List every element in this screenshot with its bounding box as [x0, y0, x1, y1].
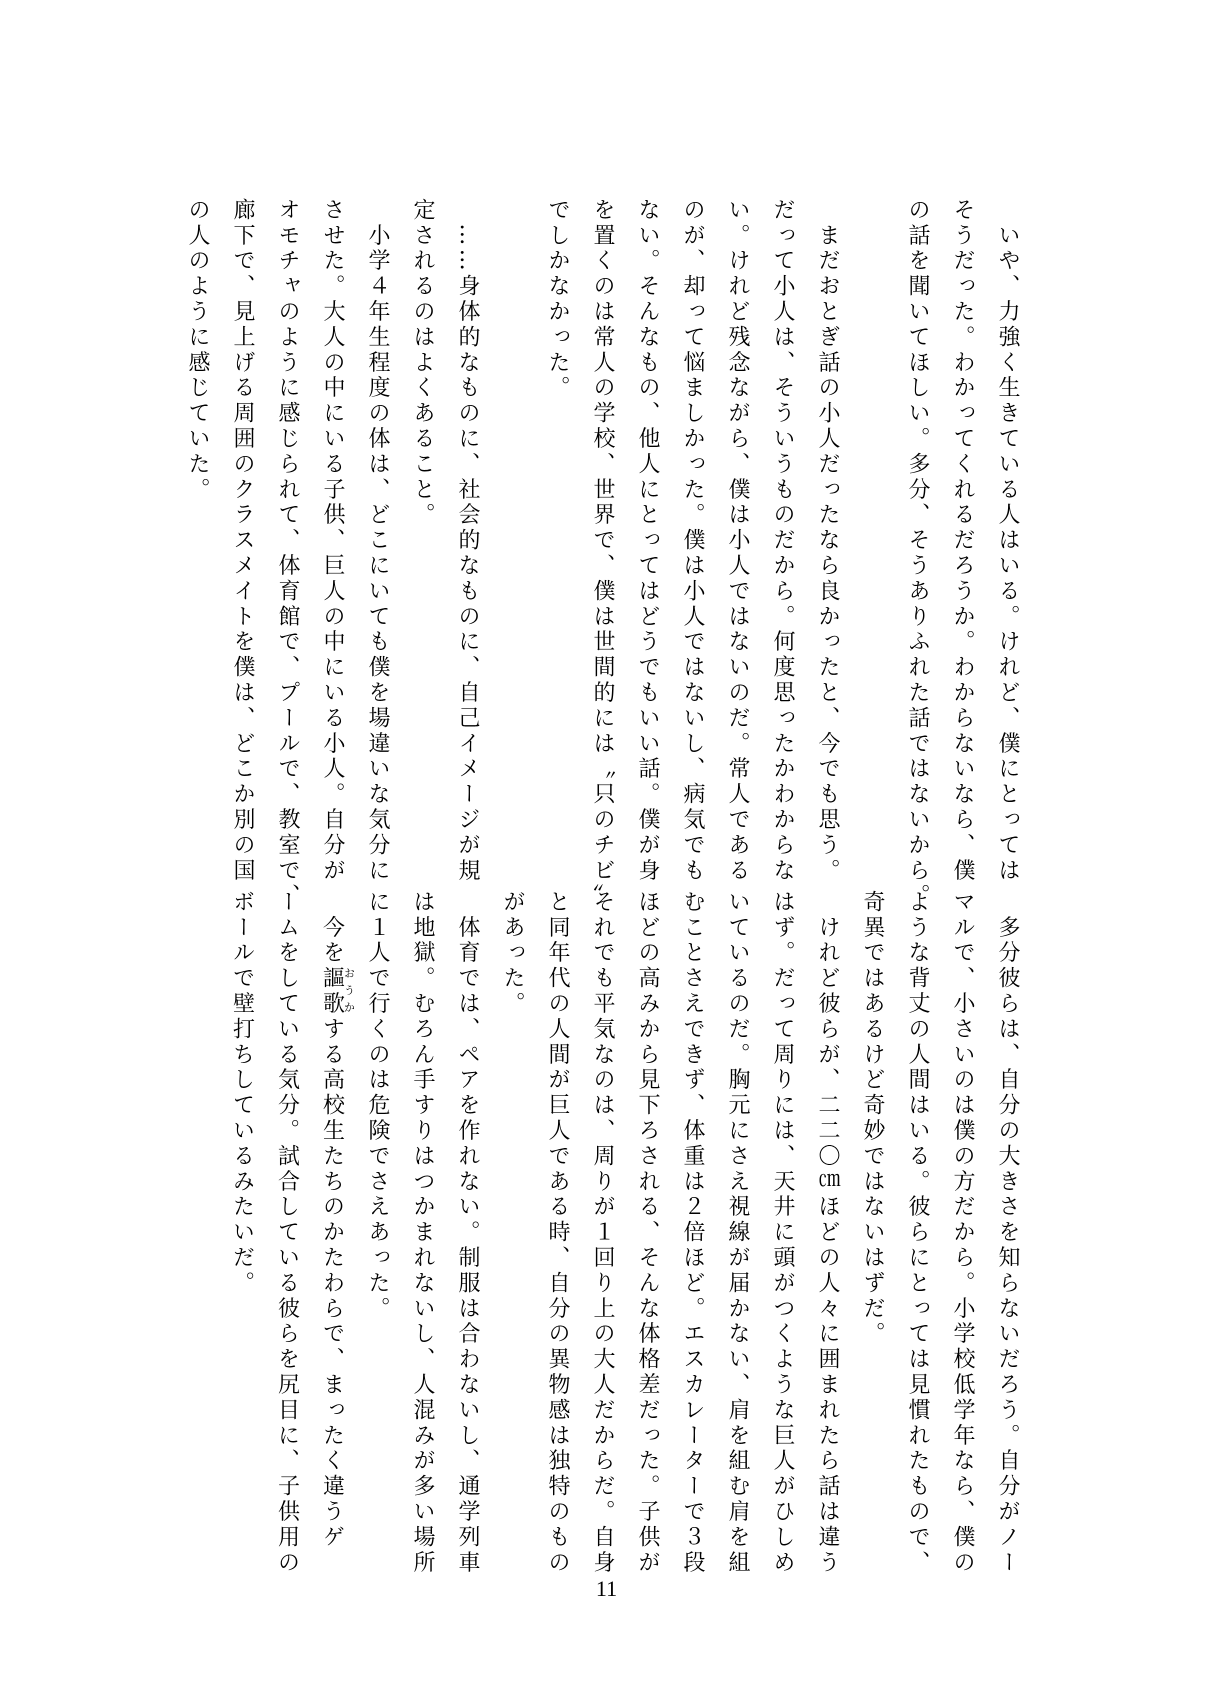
text-line: いや、力強く生きている人はいる。けれど、僕にとっては: [995, 198, 1020, 884]
ruby-annotation: [319, 966, 356, 1018]
text-line: 体育では、ペアを作れない。制服は合わないし、通学列車: [455, 890, 480, 1576]
text-line: 多分彼らは、自分の大きさを知らないだろう。自分がノー: [995, 890, 1020, 1576]
text-line: 小学４年生程度の体は、どこにいても僕を場違いな気分に: [365, 198, 390, 884]
upper-text-block: [185, 198, 1030, 910]
text-line: は地獄。むろん手すりはつかまれないし、人混みが多い場所: [410, 890, 435, 1576]
text-line: 定されるのはよくあること。: [410, 198, 435, 529]
text-line: だって小人は、そういうものだから。何度思ったかわからな: [770, 198, 795, 884]
text-line: はず。だって周りには、天井に頭がつくような巨人がひしめ: [770, 890, 795, 1576]
text-line: と同年代の人間が巨人である時、自分の異物感は独特のもの: [545, 890, 570, 1576]
text-line-with-ruby: 今を謳歌おうかする高校生たちのかたわらで、まったく違うゲ: [319, 890, 356, 1551]
text-line: マルで、小さいのは僕の方だから。小学校低学年なら、僕の: [950, 890, 975, 1576]
text-line: を置くのは常人の学校、世界で、僕は世間的には〝只のチビ〟: [590, 198, 615, 910]
text-line: させた。大人の中にいる子供、巨人の中にいる小人。自分が: [320, 198, 345, 884]
text-line: があった。: [500, 890, 525, 1017]
text-line: い。けれど残念ながら、僕は小人ではないのだ。常人である: [725, 198, 750, 884]
text-line: それでも平気なのは、周りが１回り上の大人だからだ。自身: [590, 890, 615, 1576]
text-line: ような背丈の人間はいる。彼らにとっては見慣れたもので、: [905, 890, 930, 1576]
ruby-reading: おうか: [342, 966, 356, 1018]
page-number: 11: [595, 1576, 618, 1601]
text-line: そうだった。わかってくれるだろうか。わからないなら、僕: [950, 198, 975, 884]
text-line: 奇異ではあるけど奇妙ではないはずだ。: [860, 890, 885, 1348]
text-line: の人のように感じていた。: [185, 198, 210, 503]
text-line: でしかなかった。: [545, 198, 570, 402]
text-line: ームをしている気分。試合している彼らを尻目に、子供用の: [274, 890, 300, 1576]
ruby-base: 謳歌: [319, 966, 345, 1018]
text-line: ほどの高みから見下ろされる、そんな体格差だった。子供が: [635, 890, 660, 1576]
text-line: むことさえできず、体重は２倍ほど。エスカレーターで３段: [680, 890, 705, 1576]
text-line: いているのだ。胸元にさえ視線が届かない、肩を組む肩を組: [725, 890, 750, 1576]
text-line: の話を聞いてほしい。多分、そうありふれた話ではないから。: [905, 198, 930, 910]
text-line: ……身体的なものに、社会的なものに、自己イメージが規: [455, 198, 480, 884]
paragraph-gap: [850, 198, 895, 858]
text-line: ボールで壁打ちしているみたいだ。: [229, 890, 255, 1297]
text-line: 廊下で、見上げる周囲のクラスメイトを僕は、どこか別の国: [230, 198, 255, 884]
text-line: のが、却って悩ましかった。僕は小人ではないし、病気でも: [680, 198, 705, 884]
text-line: ない。そんなもの、他人にとってはどうでもいい話。僕が身: [635, 198, 660, 884]
text-line: まだおとぎ話の小人だったなら良かったと、今でも思う。: [815, 198, 840, 884]
text-line: オモチャのように感じられて、体育館で、プールで、教室で、: [275, 198, 300, 910]
lower-text-block: [190, 890, 1030, 1576]
text-line: に１人で行くのは危険でさえあった。: [365, 890, 390, 1322]
text-line: けれど彼らが、二二〇㎝ほどの人々に囲まれたら話は違う: [815, 890, 840, 1576]
paragraph-gap: [490, 198, 535, 858]
